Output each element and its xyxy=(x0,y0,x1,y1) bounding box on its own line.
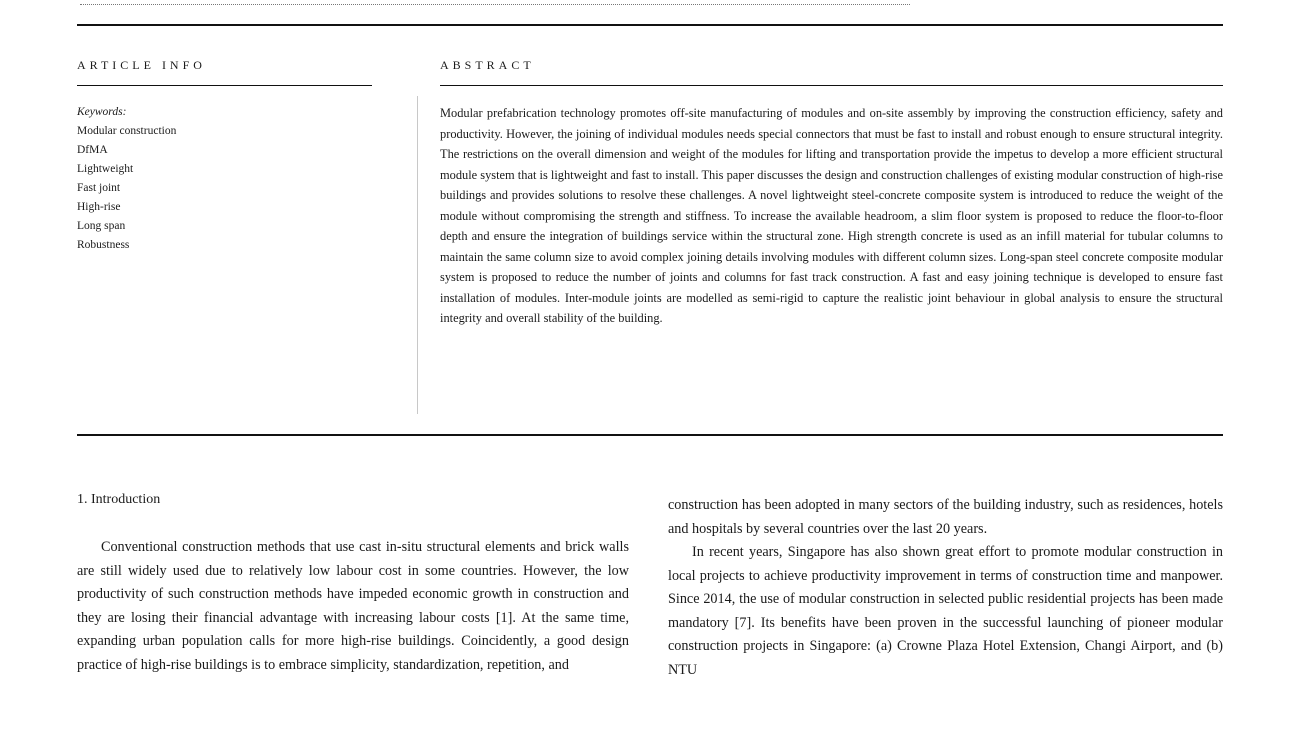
keyword-item: Modular construction xyxy=(77,125,177,137)
intro-paragraph: Conventional construction methods that use cast in-situ structural elements and brick walls are still widely used due to relatively low labour cost in some countries. However, the low productivity of such construction methods have impeded economic growth in construction and they are losing their financial advantage with increasing labour costs [1]. At the same time, expanding urban population calls for more high-rise buildings. Coincidently, a good design practice of high-rise buildings is to embrace simplicity, standardization, repetition, and xyxy=(77,539,629,673)
article-info-heading: ARTICLE INFO xyxy=(77,58,206,72)
keyword-item: Robustness xyxy=(77,239,130,251)
bottom-rule xyxy=(77,434,1223,436)
article-info-column xyxy=(77,58,372,251)
keyword-item: Fast joint xyxy=(77,182,121,194)
column-divider xyxy=(417,96,418,414)
keyword-item: High-rise xyxy=(77,201,121,213)
section-title: 1. Introduction xyxy=(77,492,161,507)
keyword-item: DfMA xyxy=(77,144,108,156)
top-rule xyxy=(77,24,1223,26)
article-info-underline xyxy=(77,58,372,86)
continued-paragraph: construction has been adopted in many sectors of the building industry, such as residences, hotels and hospitals by several countries over the last 20 years. xyxy=(668,497,1223,537)
keywords-block xyxy=(77,103,176,255)
keyword-item: Long span xyxy=(77,220,126,232)
abstract-text: Modular prefabrication technology promotes off-site manufacturing of modules and on-site assembly by improving the construction efficiency, safety and productivity. However, the joining of individual modules needs special connectors that must be fast to install and robust enough to ensure structural integrity. The restrictions on the overall dimension and weight of the modules for lifting and transportation provide the impetus to develop a more efficient structural module system that is lightweight and fast to install. This paper discusses the design and construction challenges of existing modular construction of high-rise buildings and provides solutions to resolve these challenges. A novel lightweight steel-concrete composite system is introduced to reduce the weight of the module without compromising the strength and stiffness. To increase the available headroom, a slim floor system is proposed to reduce the floor-to-floor depth and ensure the integration of buildings service within the structural zone. High strength concrete is used as an infill material for tubular columns to maintain the same column size to avoid complex joining details involving modules with different column sizes. Long-span steel concrete composite modular system is proposed to reduce the number of joints and columns for fast track construction. A fast and easy joining technique is developed to ensure fast installation of modules. Inter-module joints are modelled as semi-rigid to capture the realistic joint behaviour in global analysis to ensure the structural integrity and overall stability of the building. xyxy=(440,106,1223,325)
cut-off-header-text xyxy=(80,0,910,5)
abstract-underline xyxy=(440,58,1223,86)
body-left-column xyxy=(77,492,629,677)
body-right-column xyxy=(668,492,1223,682)
keywords-title: Keywords: xyxy=(77,106,127,118)
abstract-heading: ABSTRACT xyxy=(440,58,535,72)
singapore-paragraph: In recent years, Singapore has also shown great effort to promote modular construction in local projects to achieve productivity improvement in terms of construction time and manpower. Since 2014, the use of modular construction in selected public residential projects has been made mandatory [7]. Its benefits have been proven in the successful launching of pioneer modular construction projects in Singapore: (a) Crowne Plaza Hotel Extension, Changi Airport, and (b) NTU xyxy=(668,544,1223,678)
keyword-item: Lightweight xyxy=(77,163,134,175)
abstract-column xyxy=(440,58,1223,325)
